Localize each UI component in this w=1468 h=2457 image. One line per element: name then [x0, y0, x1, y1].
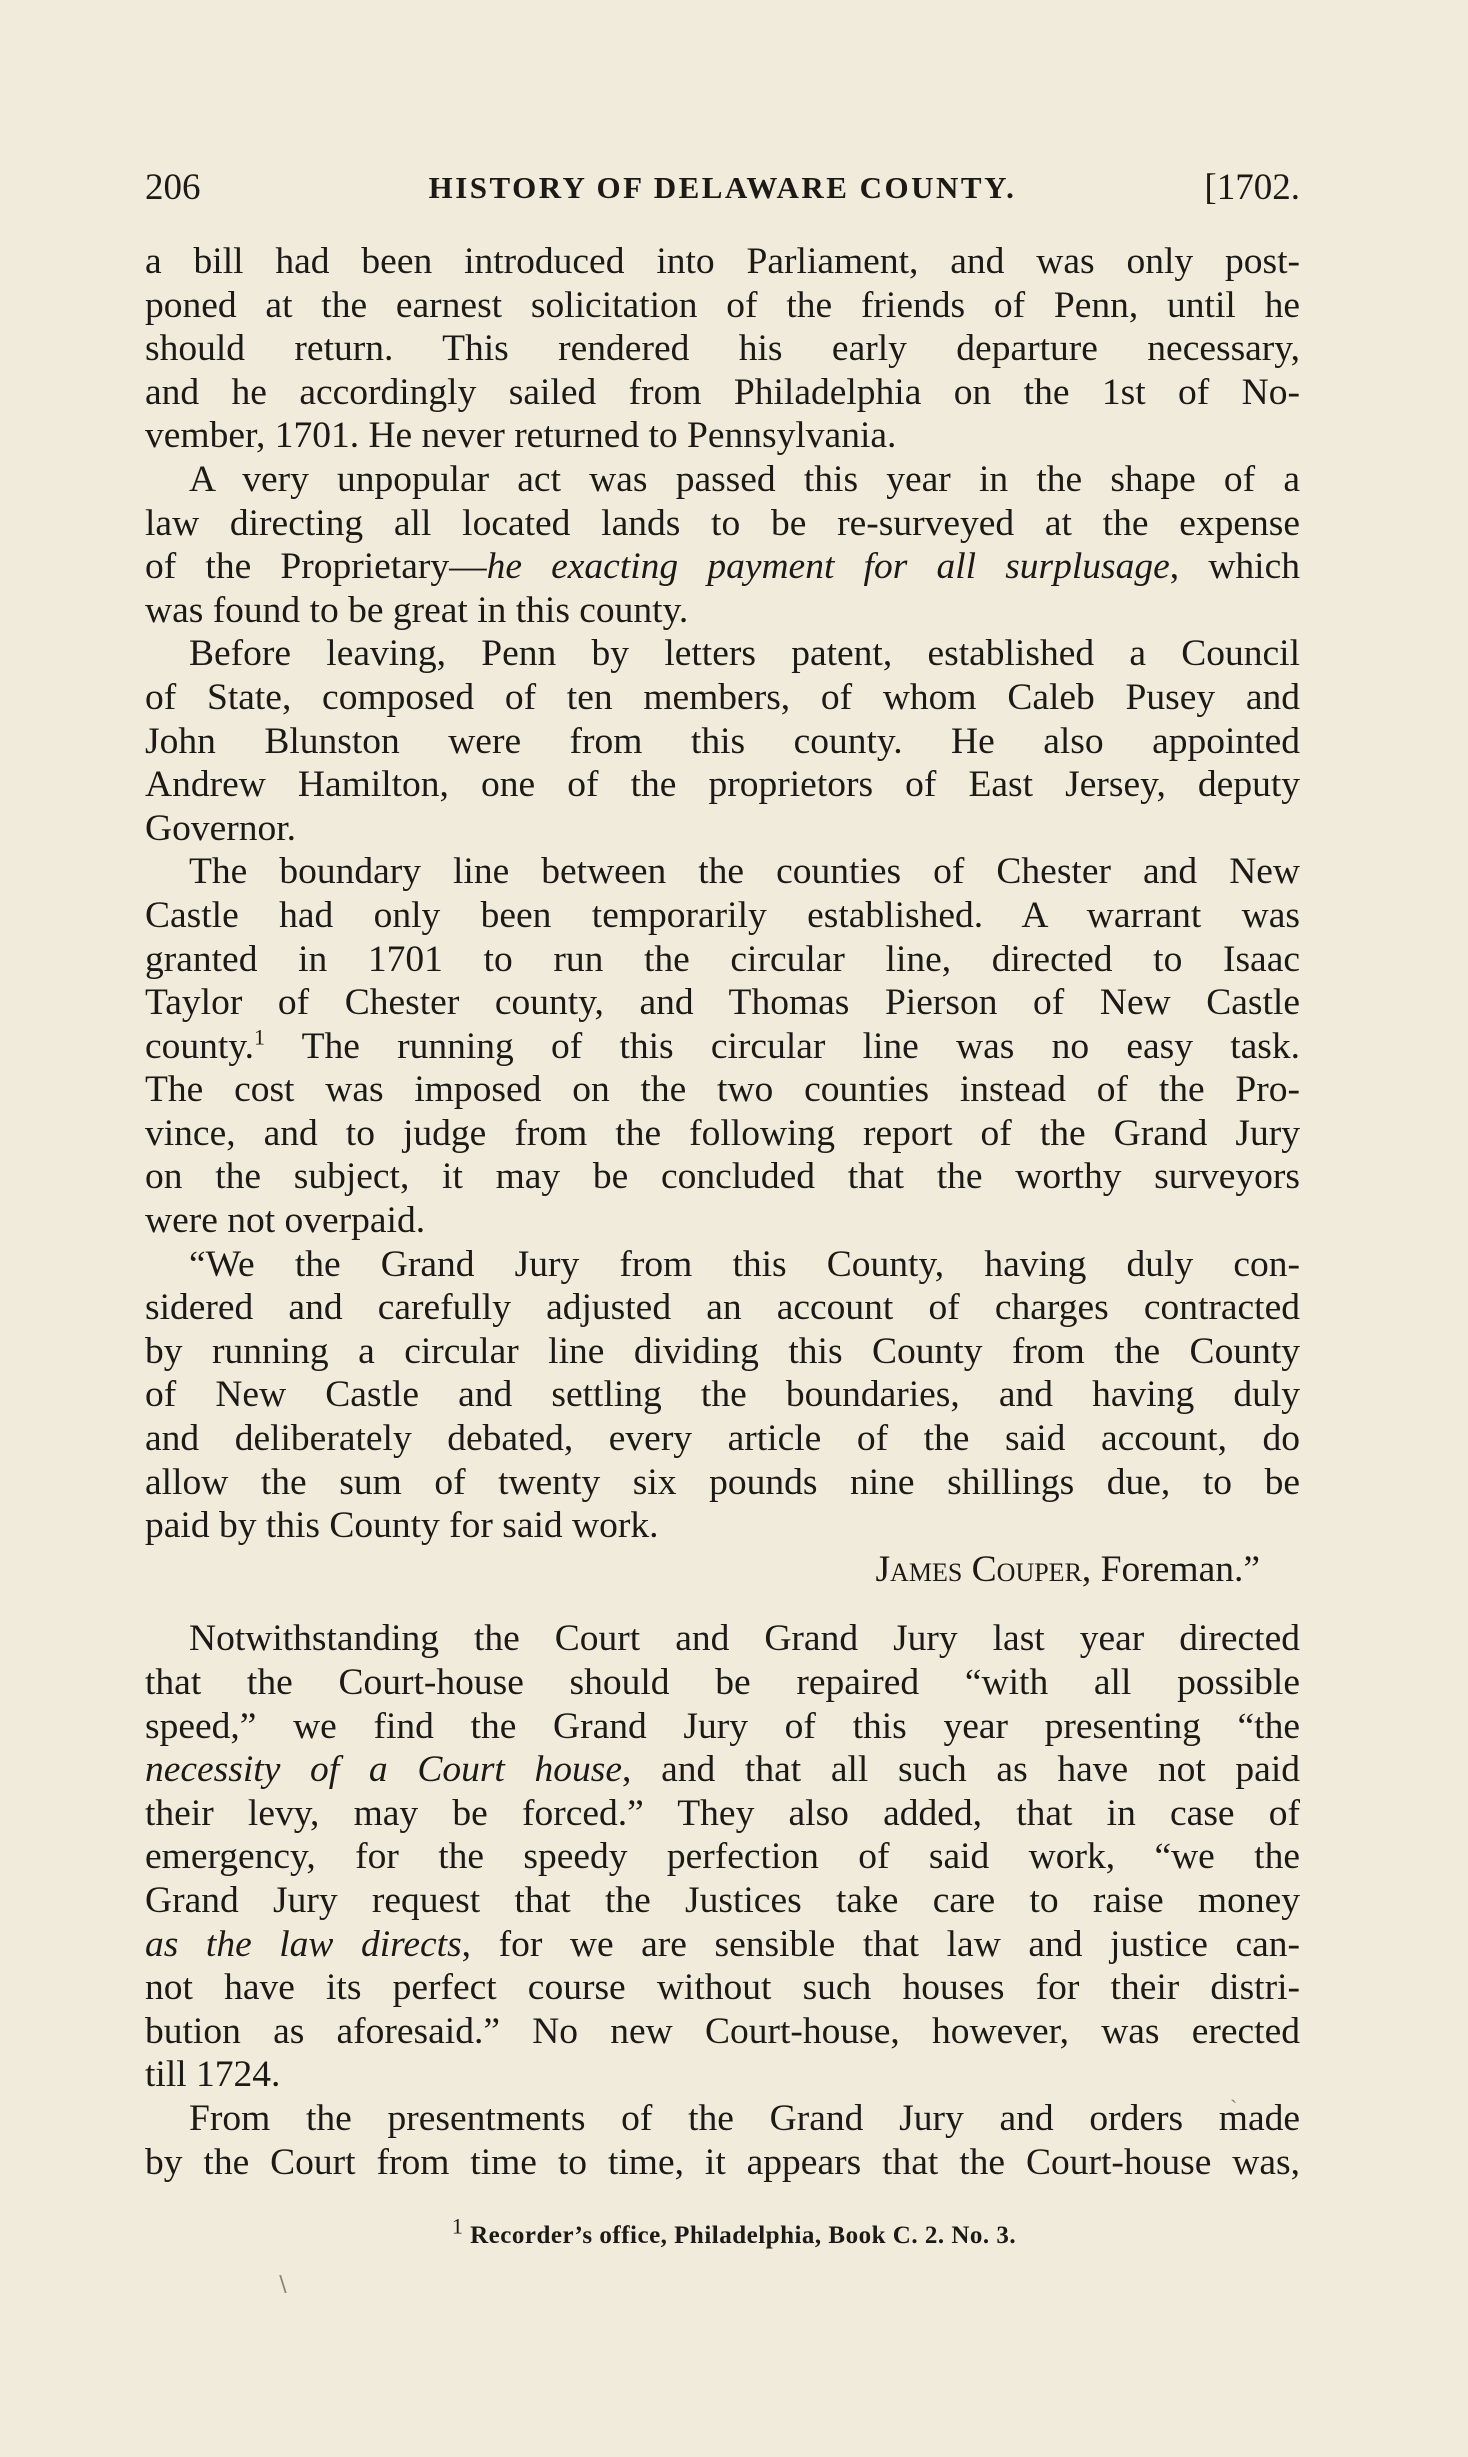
text-line: not have its perfect course without such houses for their distri-: [145, 1967, 1300, 2009]
text-line: on the subject, it may be concluded that the worthy surveyors: [145, 1156, 1300, 1198]
text-run: of the Proprietary—: [145, 546, 487, 588]
signature-line: [145, 1548, 1300, 1592]
italic-phrase: necessity of a Court house: [145, 1749, 623, 1791]
text-line: “We the Grand Jury from this County, having duly con-: [189, 1243, 1300, 1285]
text-line: of State, composed of ten members, of whom Caleb Pusey and: [145, 676, 1300, 718]
signatory-name: James Couper: [875, 1548, 1082, 1590]
ink-speck: ˎ: [1230, 2078, 1238, 2103]
text-line: paid by this County for said work.: [145, 1505, 659, 1547]
text-line: [145, 545, 1300, 589]
text-line: allow the sum of twenty six pounds nine shillings due, to be: [145, 1461, 1300, 1503]
ink-speck: ∖: [275, 2272, 290, 2297]
text-line: their levy, may be forced.” They also added, that in case of: [145, 1792, 1300, 1834]
text-line: vince, and to judge from the following report of the Grand Jury: [145, 1112, 1300, 1154]
text-line: From the presentments of the Grand Jury and orders made: [189, 2097, 1300, 2139]
text-line: Governor.: [145, 807, 297, 849]
text-run: The running of this circular line was no easy task.: [265, 1025, 1300, 1067]
italic-phrase: as the law directs: [145, 1923, 462, 1965]
text-line: were not overpaid.: [145, 1200, 426, 1242]
text-line: Grand Jury request that the Justices take care to raise money: [145, 1879, 1300, 1921]
text-line: granted in 1701 to run the circular line, directed to Isaac: [145, 938, 1300, 980]
running-head: [145, 158, 1300, 218]
text-line: a bill had been introduced into Parliament, and was only post-: [145, 241, 1300, 282]
running-title: HISTORY OF DELAWARE COUNTY.: [428, 170, 1017, 205]
footnote-marker: 1: [451, 2213, 464, 2239]
text-line: Taylor of Chester county, and Thomas Pierson of New Castle: [145, 982, 1300, 1024]
page-number: 206: [145, 167, 201, 208]
body-text: [145, 240, 1300, 2184]
text-line: [145, 1025, 1300, 1069]
text-line: till 1724.: [145, 2054, 281, 2096]
text-line: Notwithstanding the Court and Grand Jury last year directed: [189, 1618, 1300, 1660]
text-line: Andrew Hamilton, one of the proprietors of East Jersey, deputy: [145, 764, 1300, 806]
text-line: was found to be great in this county.: [145, 589, 689, 631]
text-run: , Foreman.”: [1081, 1548, 1260, 1590]
year-marker: [1702.: [1204, 167, 1300, 208]
text-run: , which: [1169, 546, 1300, 588]
text-line: and deliberately debated, every article of the said account, do: [145, 1418, 1300, 1460]
text-line: sidered and carefully adjusted an account of charges contracted: [145, 1287, 1300, 1329]
text-line: [145, 1923, 1300, 1967]
text-line: by running a circular line dividing this County from the County: [145, 1330, 1300, 1372]
text-line: Before leaving, Penn by letters patent, established a Council: [189, 633, 1300, 675]
text-line: poned at the earnest solicitation of the friends of Penn, until he: [145, 284, 1300, 326]
footnote-text: Recorder’s office, Philadelphia, Book C. 2. No. 3.: [463, 2222, 1017, 2249]
text-line: [145, 1748, 1300, 1792]
text-line: that the Court-house should be repaired “with all possible: [145, 1662, 1300, 1703]
text-run: , and that all such as have not paid: [622, 1749, 1300, 1791]
text-line: vember, 1701. He never returned to Pennsylvania.: [145, 415, 897, 457]
text-run: county.: [145, 1025, 255, 1067]
text-line: of New Castle and settling the boundaries, and having duly: [145, 1374, 1300, 1416]
text-line: speed,” we find the Grand Jury of this year presenting “the: [145, 1705, 1300, 1747]
text-line: A very unpopular act was passed this year in the shape of a: [189, 458, 1300, 500]
text-line: and he accordingly sailed from Philadelphia on the 1st of No-: [145, 371, 1300, 413]
text-line: The cost was imposed on the two counties instead of the Pro-: [145, 1069, 1300, 1111]
text-line: John Blunston were from this county. He also appointed: [145, 720, 1300, 762]
text-line: law directing all located lands to be re-surveyed at the expense: [145, 502, 1300, 544]
text-line: The boundary line between the counties of Chester and New: [189, 851, 1300, 893]
text-line: should return. This rendered his early departure necessary,: [145, 328, 1300, 370]
text-line: bution as aforesaid.” No new Court-house, however, was erected: [145, 2010, 1300, 2052]
footnote: [0, 2213, 1468, 2250]
text-run: , for we are sensible that law and justice can-: [461, 1923, 1300, 1965]
italic-phrase: he exacting payment for all surplusage: [486, 546, 1170, 588]
text-line: by the Court from time to time, it appears that the Court-house was,: [145, 2141, 1300, 2183]
footnote-reference: 1: [254, 1024, 266, 1050]
text-line: Castle had only been temporarily established. A warrant was: [145, 894, 1300, 936]
text-line: emergency, for the speedy perfection of said work, “we the: [145, 1836, 1300, 1878]
